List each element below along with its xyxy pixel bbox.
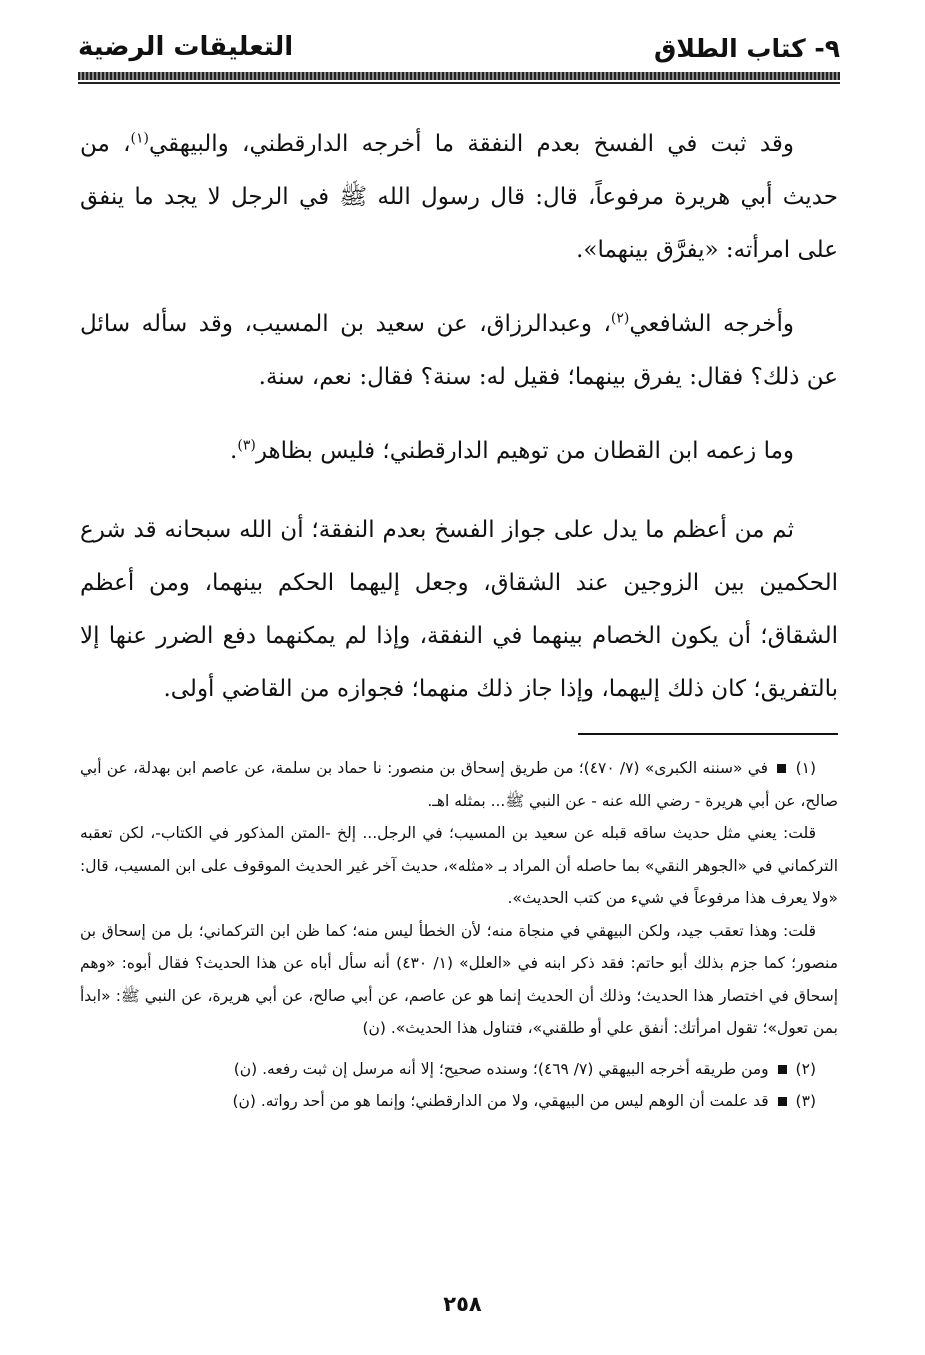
- footnotes: [80, 752, 838, 1118]
- book-title: التعليقات الرضية: [78, 32, 294, 62]
- header-rule: [78, 72, 840, 80]
- page-header: [78, 30, 840, 74]
- chapter-title: ٩- كتاب الطلاق: [654, 34, 840, 63]
- footnote-continuation: قلت: وهذا تعقب جيد، ولكن البيهقي في منجاة منه؛ لأن الخطأ ليس منه؛ كما ظن ابن التركماني؛ بل من إسحاق بن منصور؛ كما جزم بذلك أبو حاتم: فقد ذكر ابنه في «العلل» (١/ ٤٣٠) أنه سأل أباه عن هذا الحديث؟ فقال أبوه: «وهم إسحاق في اختصار هذا الحديث؛ وذلك أن الحديث إنما هو عن عاصم، عن أبي صالح، عن أبي هريرة، عن النبي ﷺ: «ابدأ بمن تعول»؛ تقول امرأتك: أنفق علي أو طلقني»، فتناول هذا الحديث». (ن): [80, 921, 839, 1037]
- square-marker-icon: [778, 1097, 787, 1106]
- footnote-ref: (١): [130, 130, 149, 147]
- footnote-ref: (٣): [237, 437, 256, 454]
- page-number: ٢٥٨: [443, 1292, 482, 1316]
- header-rule-thin: [78, 82, 840, 84]
- footnote: (٢) ومن طريقه أخرجه البيهقي (٧/ ٤٦٩)؛ وسنده صحيح؛ إلا أنه مرسل إن ثبت رفعه. (ن): [233, 1059, 816, 1078]
- paragraph: وما زعمه ابن القطان من توهيم الدارقطني؛ فليس بظاهر$^{(٣)}$.: [230, 437, 794, 464]
- paragraph: وأخرجه الشافعي$^{(٢)}$، وعبدالرزاق، عن سعيد بن المسيب، وقد سأله سائل عن ذلك؟ فقال: يفرق بينهما؛ فقيل له: سنة؟ فقال: نعم، سنة.: [80, 310, 838, 390]
- square-marker-icon: [778, 1065, 787, 1074]
- footnote-continuation: قلت: يعني مثل حديث ساقه قبله عن سعيد بن المسيب؛ في الرجل... إلخ -المتن المذكور في الكتاب-، لكن تعقبه التركماني في «الجوهر النقي» بما حاصله أن المراد بـ «مثله»، حديث آخر غير الحديث الموقوف على ابن المسيب، قال: «ولا يعرف هذا مرفوعاً في شيء من كتب الحديث».: [80, 824, 838, 907]
- footnote: (١) في «سننه الكبرى» (٧/ ٤٧٠)؛ من طريق إسحاق بن منصور: نا حماد بن سلمة، عن عاصم ابن بهدلة، عن أبي صالح، عن أبي هريرة - رضي الله عنه - عن النبي ﷺ... بمثله اهـ.: [80, 759, 838, 810]
- footnote-ref: (٢): [610, 310, 630, 327]
- square-marker-icon: [777, 764, 786, 773]
- paragraph: وقد ثبت في الفسخ بعدم النفقة ما أخرجه الدارقطني، والبيهقي$^{(١)}$، من حديث أبي هريرة مرفوعاً، قال: قال رسول الله ﷺ في الرجل لا يجد ما ينفق على امرأته: «يفرَّق بينهما».: [80, 130, 838, 263]
- paragraph: ثم من أعظم ما يدل على جواز الفسخ بعدم النفقة؛ أن الله سبحانه قد شرع الحكمين بين الزوجين عند الشقاق، وجعل إليهما الحكم بينهما، ومن أعظم الشقاق؛ أن يكون الخصام بينهما في النفقة، وإذا لم يمكنهما دفع الضرر عنها إلا بالتفريق؛ كان ذلك إليهما، وإذا جاز ذلك منهما؛ فجوازه من القاضي أولى.: [80, 517, 838, 702]
- footnote: (٣) قد علمت أن الوهم ليس من البيهقي، ولا من الدارقطني؛ وإنما هو من أحد رواته. (ن): [232, 1092, 816, 1110]
- main-text: [80, 118, 838, 737]
- footnote-separator: [578, 733, 838, 735]
